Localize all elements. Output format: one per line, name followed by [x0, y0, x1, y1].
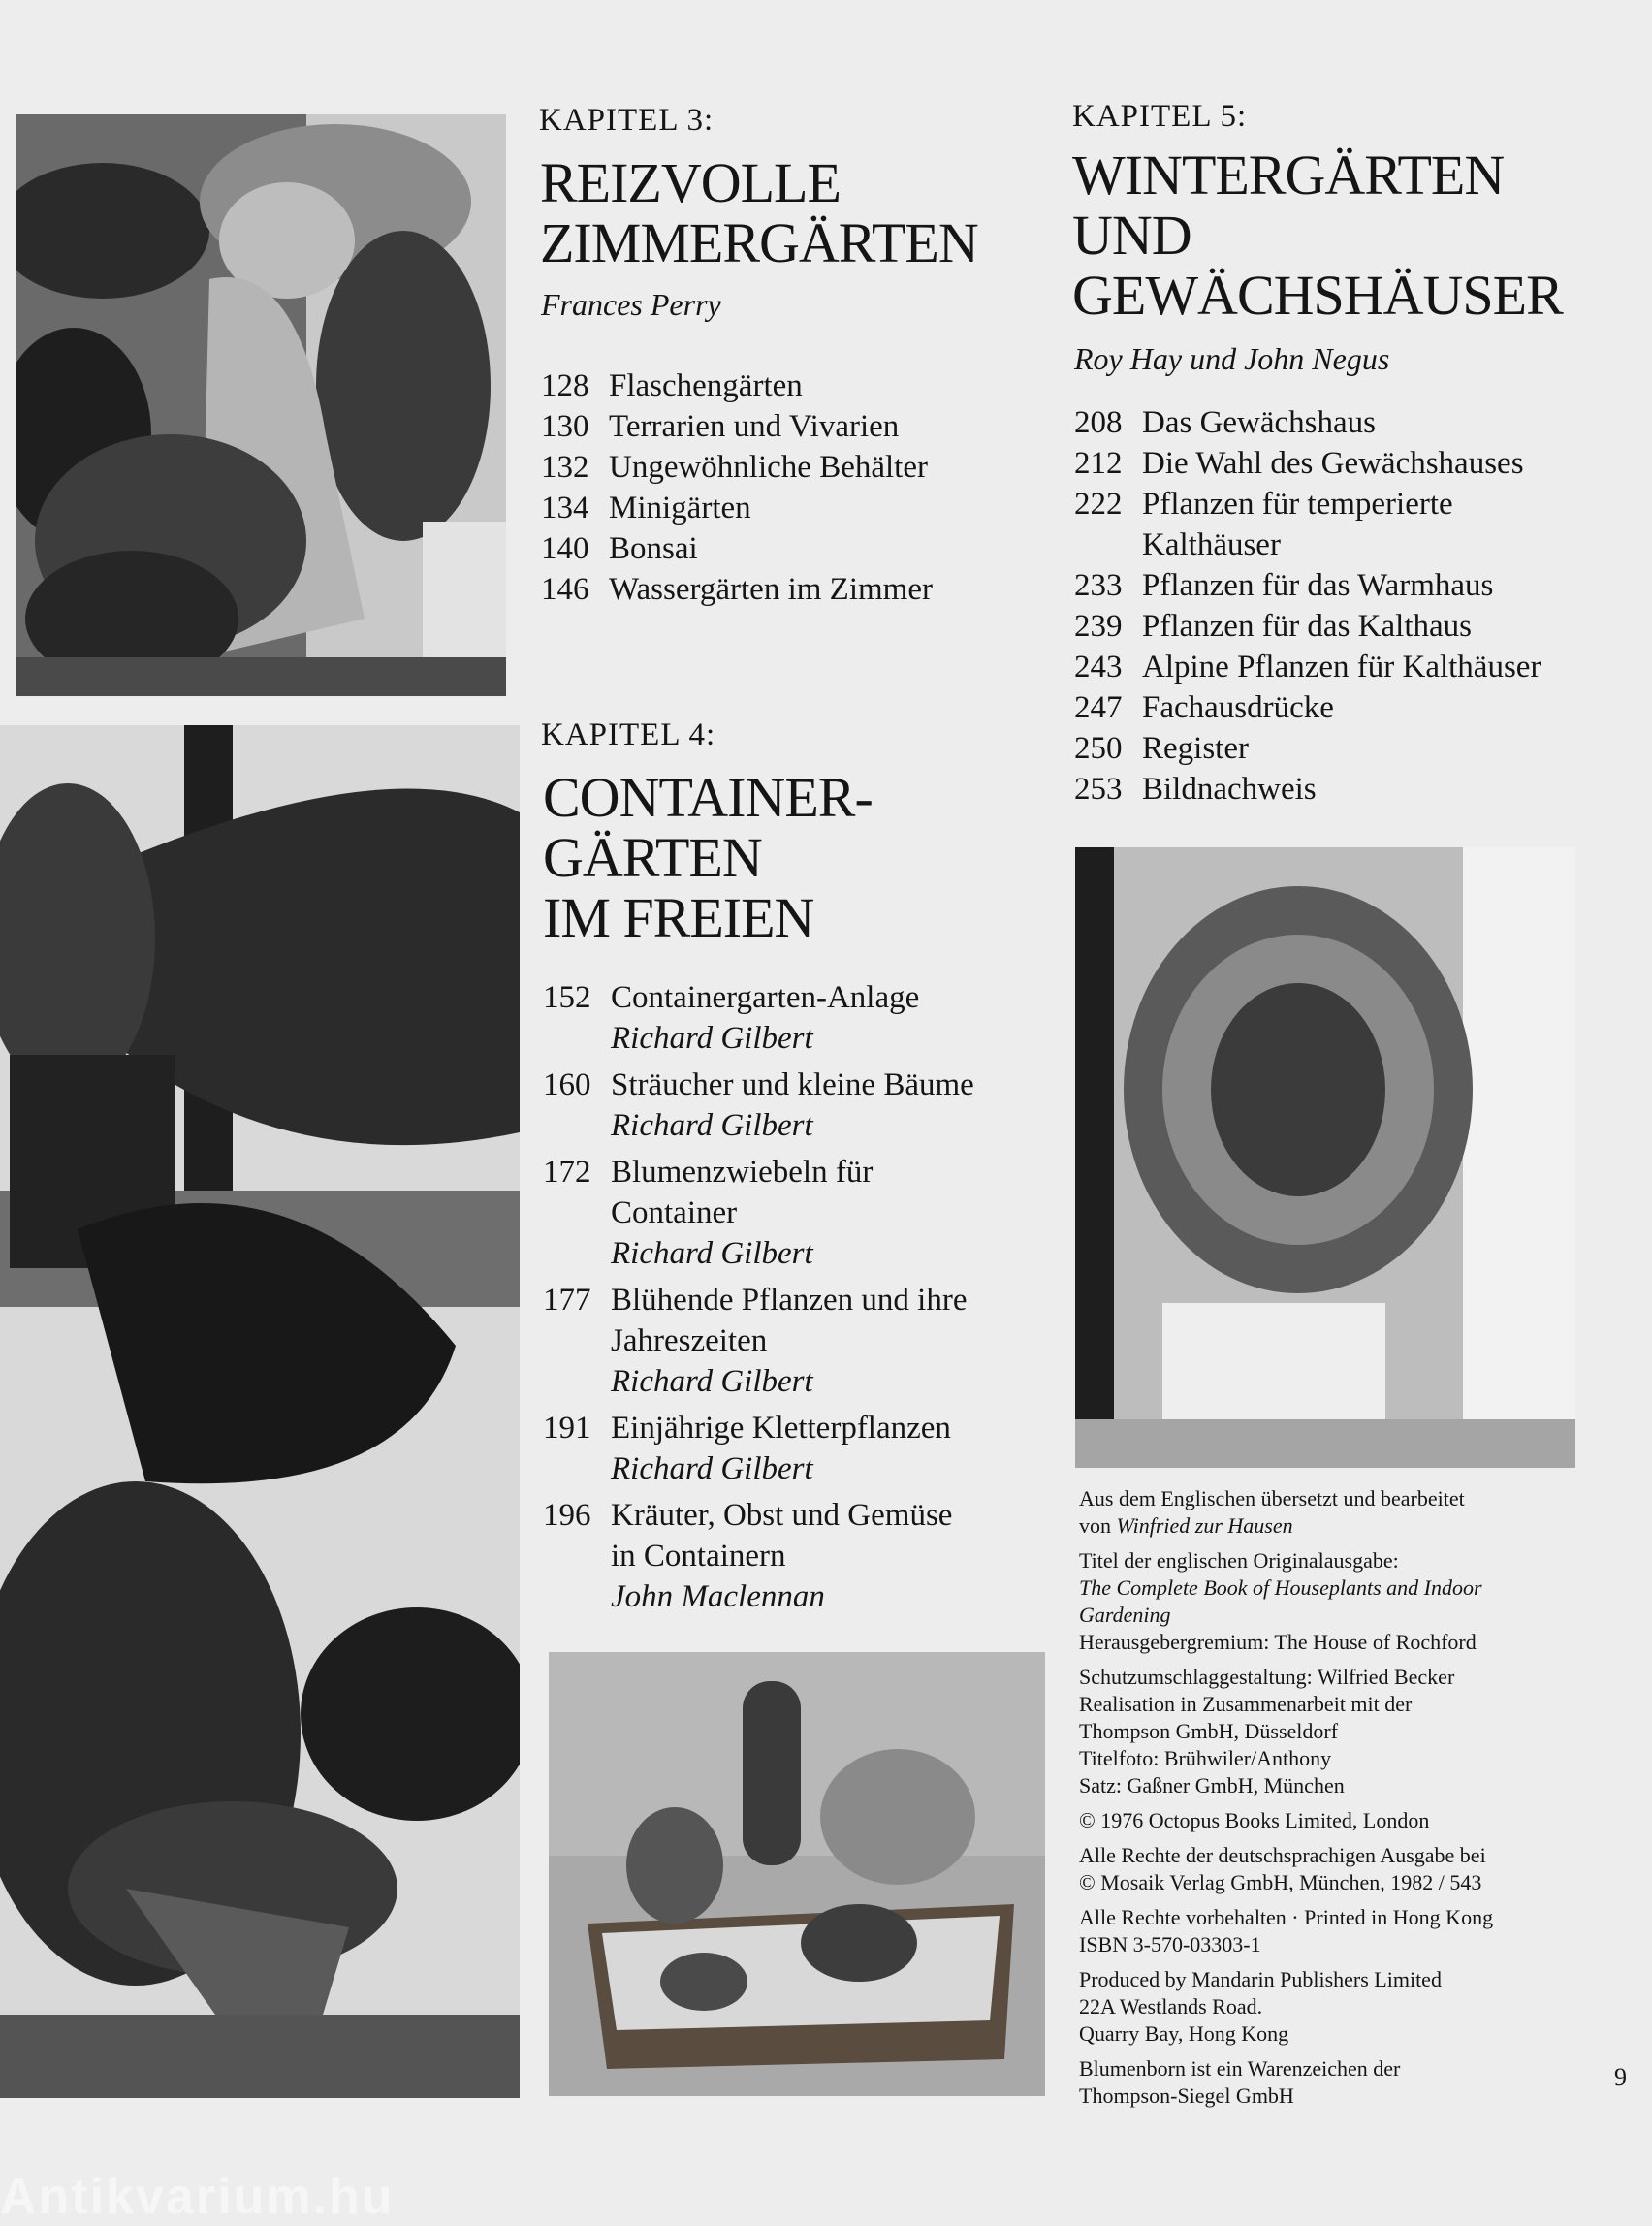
imprint-line: Alle Rechte der deutschsprachigen Ausgabe bei: [1079, 1843, 1486, 1867]
imprint-line: Thompson GmbH, Düsseldorf: [1079, 1719, 1339, 1743]
toc-entry: [1074, 484, 1541, 565]
toc-page-number: 130: [541, 409, 589, 444]
toc-entry: [1074, 565, 1541, 606]
toc-entry-text: [609, 488, 751, 528]
imprint-line: Aus dem Englischen übersetzt und bearbeitet: [1079, 1486, 1465, 1510]
toc-page-number: 253: [1074, 772, 1123, 807]
photo-dieffenbachia: [1075, 847, 1575, 1468]
chapter-4-contents: [543, 977, 974, 1623]
chapter-title-line: REIZVOLLE: [540, 151, 841, 214]
toc-entry-text: [611, 977, 919, 1059]
toc-entry-text: [1142, 443, 1524, 484]
toc-entry-text: [1142, 728, 1249, 769]
toc-entry: [541, 569, 933, 610]
toc-entry-title: Einjährige Kletterpflanzen: [611, 1411, 951, 1446]
toc-page-number: 196: [543, 1498, 591, 1533]
toc-entry-text: [1142, 606, 1472, 647]
chapter-title-line: ZIMMERGÄRTEN: [540, 211, 978, 274]
toc-entry: [543, 1495, 974, 1617]
imprint-line: Titel der englischen Originalausgabe:: [1079, 1548, 1399, 1573]
toc-entry: [541, 447, 933, 488]
toc-entry-author: Richard Gilbert: [611, 1108, 813, 1143]
imprint-line: Titelfoto: Brühwiler/Anthony: [1079, 1746, 1332, 1770]
toc-entry-text: [1142, 647, 1541, 687]
photo-cactus-tray: [549, 1652, 1045, 2096]
isbn: ISBN 3-570-03303-1: [1079, 1932, 1261, 1956]
toc-entry-text: [611, 1065, 974, 1146]
imprint: [1079, 1485, 1632, 2117]
toc-page-number: 222: [1074, 487, 1123, 522]
toc-page-number: 177: [543, 1283, 591, 1318]
imprint-line: © Mosaik Verlag GmbH, München, 1982 / 543: [1079, 1870, 1482, 1894]
toc-entry-title: Ungewöhnliche Behälter: [609, 450, 928, 485]
toc-entry-author: Richard Gilbert: [611, 1364, 813, 1399]
toc-page-number: 212: [1074, 446, 1123, 481]
toc-entry: [1074, 728, 1541, 769]
toc-entry: [543, 1065, 974, 1146]
toc-entry-title: Blühende Pflanzen und ihre: [611, 1283, 968, 1318]
toc-entry-title: Register: [1142, 731, 1249, 766]
photo-monstera-plants: [0, 725, 520, 2098]
toc-entry-title: Container: [611, 1195, 738, 1230]
chapter-5-contents: [1074, 402, 1541, 810]
toc-entry-title: Pflanzen für temperierte: [1142, 487, 1453, 522]
chapter-5-title: [1072, 145, 1563, 326]
toc-entry-title: Die Wahl des Gewächshauses: [1142, 446, 1524, 481]
imprint-line: Produced by Mandarin Publishers Limited: [1079, 1967, 1442, 1991]
toc-page-number: 250: [1074, 731, 1123, 766]
original-title: The Complete Book of Houseplants and Indoor: [1079, 1575, 1482, 1600]
chapter-3-author: Frances Perry: [541, 287, 721, 322]
toc-entry-text: [609, 366, 803, 406]
toc-entry-title: in Containern: [611, 1539, 786, 1574]
toc-entry: [541, 528, 933, 569]
toc-entry-title: Sträucher und kleine Bäume: [611, 1067, 974, 1102]
photo-figurine-houseplants: [16, 114, 506, 696]
toc-entry: [543, 1408, 974, 1489]
toc-entry-title: Bildnachweis: [1142, 772, 1317, 807]
chapter-4-title: [543, 768, 873, 948]
toc-entry-text: [609, 528, 698, 569]
toc-page-number: 128: [541, 368, 589, 403]
chapter-4-label: KAPITEL 4:: [541, 717, 716, 752]
imprint-line: Herausgebergremium: The House of Rochford: [1079, 1630, 1477, 1654]
chapter-3-title: [540, 153, 978, 273]
toc-entry-title: Kräuter, Obst und Gemüse: [611, 1498, 953, 1533]
toc-page-number: 243: [1074, 650, 1123, 684]
toc-entry-text: [609, 447, 928, 488]
toc-entry-text: [1142, 769, 1317, 810]
toc-entry-text: [611, 1280, 967, 1402]
toc-entry-text: [609, 569, 933, 610]
toc-entry-author: Richard Gilbert: [611, 1451, 813, 1486]
toc-page-number: 146: [541, 572, 589, 607]
toc-entry-title: Kalthäuser: [1142, 527, 1281, 562]
toc-entry: [541, 366, 933, 406]
toc-page-number: 233: [1074, 568, 1123, 603]
chapter-title-line: IM FREIEN: [543, 886, 814, 949]
toc-entry-title: Fachausdrücke: [1142, 690, 1334, 725]
imprint-line: Blumenborn ist ein Warenzeichen der: [1079, 2056, 1401, 2081]
chapter-3-contents: [541, 366, 933, 610]
toc-entry-title: Minigärten: [609, 491, 751, 525]
toc-entry-author: Richard Gilbert: [611, 1021, 813, 1056]
translator-name: Winfried zur Hausen: [1116, 1513, 1293, 1538]
chapter-3-label: KAPITEL 3:: [539, 103, 715, 138]
imprint-line: Satz: Gaßner GmbH, München: [1079, 1773, 1345, 1797]
chapter-5-label: KAPITEL 5:: [1072, 99, 1248, 134]
imprint-line: von: [1079, 1513, 1111, 1538]
toc-entry: [1074, 769, 1541, 810]
imprint-line: Alle Rechte vorbehalten · Printed in Hong Kong: [1079, 1905, 1494, 1929]
toc-entry: [1074, 402, 1541, 443]
toc-entry-text: [611, 1495, 952, 1617]
chapter-title-line: UND: [1072, 204, 1191, 267]
toc-page-number: 172: [543, 1155, 591, 1190]
toc-entry-text: [1142, 402, 1376, 443]
toc-entry-text: [1142, 565, 1493, 606]
chapter-title-line: GEWÄCHSHÄUSER: [1072, 264, 1563, 327]
chapter-title-line: WINTERGÄRTEN: [1072, 143, 1505, 207]
toc-entry-title: Pflanzen für das Warmhaus: [1142, 568, 1494, 603]
chapter-title-line: GÄRTEN: [543, 826, 762, 889]
imprint-line: Quarry Bay, Hong Kong: [1079, 2021, 1289, 2046]
watermark: Antikvarium.hu: [0, 2169, 395, 2225]
toc-entry-title: Alpine Pflanzen für Kalthäuser: [1142, 650, 1541, 684]
toc-page-number: 134: [541, 491, 589, 525]
imprint-line: Thompson-Siegel GmbH: [1079, 2083, 1294, 2108]
toc-entry-text: [611, 1152, 873, 1274]
toc-entry: [543, 1152, 974, 1274]
toc-page-number: 160: [543, 1067, 591, 1102]
toc-page-number: 132: [541, 450, 589, 485]
toc-entry-title: Wassergärten im Zimmer: [609, 572, 933, 607]
imprint-line: Realisation in Zusammenarbeit mit der: [1079, 1692, 1413, 1716]
toc-entry: [1074, 647, 1541, 687]
toc-entry-title: Pflanzen für das Kalthaus: [1142, 609, 1472, 644]
toc-entry-text: [609, 406, 899, 447]
page-number: 9: [1614, 2063, 1627, 2091]
imprint-line: Schutzumschlaggestaltung: Wilfried Becker: [1079, 1665, 1455, 1689]
toc-page-number: 208: [1074, 405, 1123, 440]
chapter-5-author: Roy Hay und John Negus: [1074, 341, 1390, 376]
toc-page-number: 152: [543, 980, 591, 1015]
chapter-title-line: CONTAINER-: [543, 766, 873, 829]
toc-page-number: 140: [541, 531, 589, 566]
toc-entry: [1074, 687, 1541, 728]
toc-entry-title: Terrarien und Vivarien: [609, 409, 900, 444]
toc-entry: [543, 977, 974, 1059]
toc-page-number: 239: [1074, 609, 1123, 644]
toc-entry: [1074, 443, 1541, 484]
toc-entry-title: Das Gewächshaus: [1142, 405, 1377, 440]
toc-entry: [541, 406, 933, 447]
toc-page-number: 247: [1074, 690, 1123, 725]
toc-entry-author: John Maclennan: [611, 1579, 825, 1614]
toc-entry-text: [1142, 687, 1334, 728]
original-title: Gardening: [1079, 1603, 1171, 1627]
imprint-line: © 1976 Octopus Books Limited, London: [1079, 1808, 1430, 1832]
toc-entry-title: Bonsai: [609, 531, 698, 566]
toc-page-number: 191: [543, 1411, 591, 1446]
toc-entry-text: [1142, 484, 1453, 565]
toc-entry: [541, 488, 933, 528]
toc-entry-author: Richard Gilbert: [611, 1236, 813, 1271]
toc-entry-title: Flaschengärten: [609, 368, 803, 403]
toc-entry-text: [611, 1408, 951, 1489]
toc-entry-title: Containergarten-Anlage: [611, 980, 920, 1015]
toc-entry: [543, 1280, 974, 1402]
toc-entry-title: Jahreszeiten: [611, 1323, 768, 1358]
toc-entry: [1074, 606, 1541, 647]
imprint-line: 22A Westlands Road.: [1079, 1994, 1263, 2019]
toc-entry-title: Blumenzwiebeln für: [611, 1155, 874, 1190]
